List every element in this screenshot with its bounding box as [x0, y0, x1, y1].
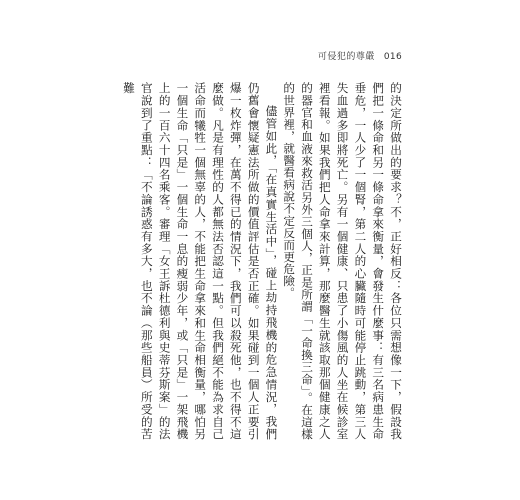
paragraph: 儘管如此，「在真實生活中」，碰上劫持飛機的危急情況，我們仍舊會懷疑憲法所做的價值評估是否正確。如果碰到一個人正要引爆一枚炸彈，在萬不得已的情況下，我們可以殺死他，也不得不這麼做。凡是有理性的人都無法否認這一點。但我們絕不能為求自己活命而犧牲一個無辜的人，不能把生命拿來和生命相衡量，哪怕另一個生命「只是」一個生命一息的瘦弱少年，或「只是」一架飛機上的一百六十四名乘客。審理「女王訴杜德利與史蒂芬斯案」的法官說到了重點：「不論誘惑有多大，也不論（那些船員）所受的苦難 — [122, 82, 279, 440]
paragraph: 的決定所做出的要求？不，正好相反：各位只需想像一下，假設我們把一條命和另一條命拿來衡量，會發生什麼事：有三名病患生命垂危，一人少了一個腎，第二人的心臟隨時可能停止跳動，第三人失血過多即將死亡。另有一個健康、只患了小傷風的人坐在候診室裡看報。如果我們把人命拿來計算，那麼醫生就該取那個健康之人的器官和血液來救活另外三個人，正是所謂「一命換三命」。在這樣的世界裡，就醫看病說不定反而更危險。 — [282, 82, 403, 440]
book-title: 可侵犯的尊嚴 — [317, 52, 375, 62]
running-header — [318, 49, 402, 62]
body-text — [114, 82, 404, 440]
page-number: 016 — [383, 52, 402, 62]
